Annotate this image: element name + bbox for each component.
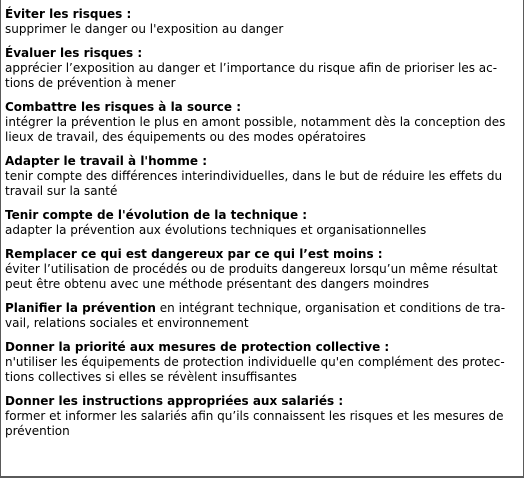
principle-text-line: tenir compte des différences interindividuelles, dans le but de réduire les effets du — [5, 169, 503, 183]
principle-heading: Combattre les risques à la source : — [5, 100, 242, 114]
principle-planifier — [5, 301, 517, 331]
principle-heading: Adapter le travail à l'homme : — [5, 154, 208, 168]
principle-text-line: n'utiliser les équipements de protection individuelle qu'en complément des protec- — [5, 355, 505, 369]
principle-heading: Donner la priorité aux mesures de protection collective : — [5, 340, 390, 354]
principle-technique — [5, 208, 517, 238]
principle-text-line: former et informer les salariés afin qu’ils connaissent les risques et les mesures de — [5, 409, 504, 423]
principle-heading: Tenir compte de l'évolution de la technique : — [5, 208, 308, 222]
principle-text-line: apprécier l’exposition au danger et l’importance du risque afin de prioriser les ac- — [5, 61, 498, 75]
principle-instructions — [5, 394, 517, 439]
principle-inline-line — [5, 301, 517, 316]
principle-text-line: lieux de travail, des équipements ou des modes opératoires — [5, 130, 366, 144]
principle-text-line: prévention — [5, 424, 70, 438]
principle-text-line: travail sur la santé — [5, 184, 118, 198]
principle-heading: Évaluer les risques : — [5, 46, 143, 60]
principle-text-line: tions de prévention à mener — [5, 76, 176, 90]
principle-adapter — [5, 154, 517, 199]
principle-heading: Donner les instructions appropriées aux salariés : — [5, 394, 344, 408]
principle-protection-collective — [5, 340, 517, 385]
principle-heading: Planifier la prévention — [5, 301, 156, 315]
principle-text-inline: en intégrant technique, organisation et conditions de tra- — [155, 301, 506, 315]
principle-combattre — [5, 100, 517, 145]
principle-heading: Remplacer ce qui est dangereux par ce qui l’est moins : — [5, 247, 383, 261]
principle-text-line: vail, relations sociales et environnement — [5, 316, 249, 330]
principle-text-line: intégrer la prévention le plus en amont possible, notamment dès la conception des — [5, 115, 506, 129]
principle-text-line: tions collectives si elles se révèlent insuffisantes — [5, 370, 297, 384]
prevention-principles-list — [5, 7, 517, 448]
principle-eviter — [5, 7, 517, 37]
principle-text: supprimer le danger ou l'exposition au danger — [5, 22, 284, 36]
principle-remplacer — [5, 247, 517, 292]
principle-evaluer — [5, 46, 517, 91]
principle-text-line: peut être obtenu avec une méthode présentant des dangers moindres — [5, 277, 429, 291]
principle-text: adapter la prévention aux évolutions techniques et organisationnelles — [5, 223, 427, 237]
principle-heading: Éviter les risques : — [5, 7, 132, 21]
principle-text-line: éviter l’utilisation de procédés ou de produits dangereux lorsqu’un même résultat — [5, 262, 498, 276]
